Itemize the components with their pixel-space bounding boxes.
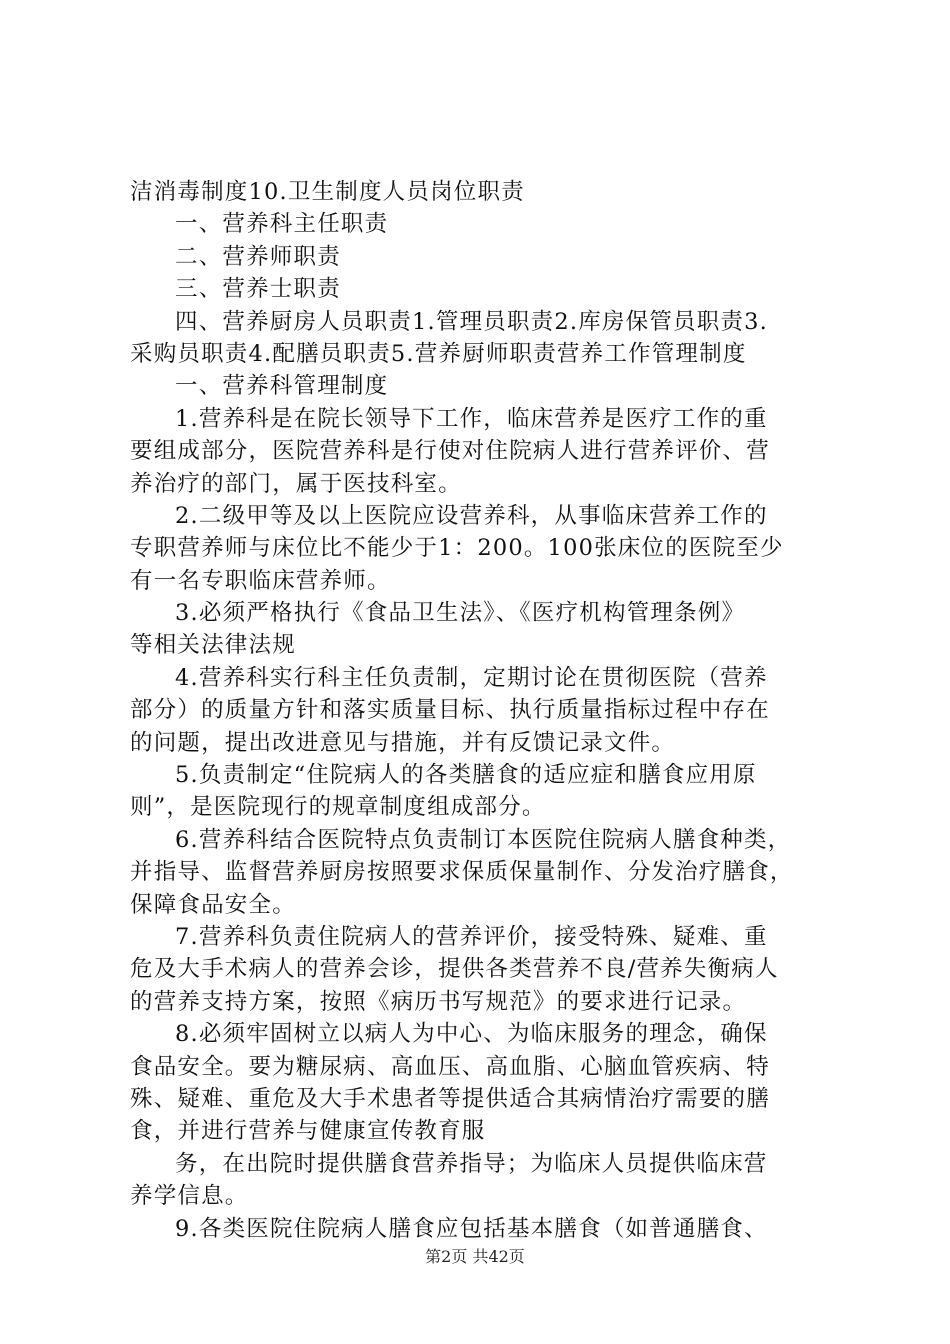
page-footer: 第2页 共42页 bbox=[425, 1247, 525, 1266]
text-line: 一、营养科管理制度 bbox=[175, 373, 389, 400]
text-line: 的营养支持方案，按照《病历书写规范》的要求进行记录。 bbox=[130, 988, 747, 1015]
text-line: 四、营养厨房人员职责1.管理员职责2.库房保管员职责3. bbox=[175, 308, 769, 335]
text-line: 养学信息。 bbox=[130, 1183, 249, 1210]
text-line: 要组成部分，医院营养科是行使对住院病人进行营养评价、营 bbox=[130, 438, 770, 465]
text-line: 一、营养科主任职责 bbox=[175, 211, 389, 238]
text-line: 9.各类医院住院病人膳食应包括基本膳食（如普通膳食、 bbox=[175, 1215, 768, 1242]
text-line: 保障食品安全。 bbox=[130, 891, 296, 918]
text-line: 食品安全。要为糖尿病、高血压、高血脂、心脑血管疾病、特 bbox=[130, 1053, 770, 1080]
text-line: 有一名专职临床营养师。 bbox=[130, 567, 391, 594]
text-line: 4.营养科实行科主任负责制，定期讨论在贯彻医院（营养 bbox=[175, 664, 768, 691]
text-line: 养治疗的部门，属于医技科室。 bbox=[130, 470, 462, 497]
text-line: 则”，是医院现行的规章制度组成部分。 bbox=[130, 794, 546, 821]
text-line: 5.负责制定“住院病人的各类膳食的适应症和膳食应用原 bbox=[175, 762, 757, 789]
text-line: 三、营养士职责 bbox=[175, 276, 341, 303]
text-line: 食，并进行营养与健康宣传教育服 bbox=[130, 1118, 486, 1145]
text-line: 并指导、监督营养厨房按照要求保质保量制作、分发治疗膳食， bbox=[130, 859, 794, 886]
text-line: 等相关法律法规 bbox=[130, 632, 296, 659]
text-line: 2.二级甲等及以上医院应设营养科，从事临床营养工作的 bbox=[175, 502, 768, 529]
text-line: 6.营养科结合医院特点负责制订本医院住院病人膳食种类， bbox=[175, 826, 792, 853]
text-line: 专职营养师与床位比不能少于1：200。100张床位的医院至少 bbox=[130, 535, 784, 562]
text-line: 7.营养科负责住院病人的营养评价，接受特殊、疑难、重 bbox=[175, 923, 768, 950]
text-line: 部分）的质量方针和落实质量目标、执行质量指标过程中存在 bbox=[130, 697, 770, 724]
text-line: 的问题，提出改进意见与措施，并有反馈记录文件。 bbox=[130, 729, 676, 756]
text-line: 1.营养科是在院长领导下工作，临床营养是医疗工作的重 bbox=[175, 405, 768, 432]
text-line: 8.必须牢固树立以病人为中心、为临床服务的理念，确保 bbox=[175, 1021, 768, 1048]
text-line: 二、营养师职责 bbox=[175, 243, 341, 270]
text-line: 采购员职责4.配膳员职责5.营养厨师职责营养工作管理制度 bbox=[130, 340, 747, 367]
text-line: 危及大手术病人的营养会诊，提供各类营养不良/营养失衡病人 bbox=[130, 956, 779, 983]
document-body bbox=[130, 176, 830, 1245]
text-line: 务，在出院时提供膳食营养指导；为临床人员提供临床营 bbox=[175, 1150, 768, 1177]
text-line: 殊、疑难、重危及大手术患者等提供适合其病情治疗需要的膳 bbox=[130, 1085, 770, 1112]
text-line: 洁消毒制度10.卫生制度人员岗位职责 bbox=[130, 179, 525, 205]
text-line: 3.必须严格执行《食品卫生法》、《医疗机构管理条例》 bbox=[175, 600, 746, 627]
